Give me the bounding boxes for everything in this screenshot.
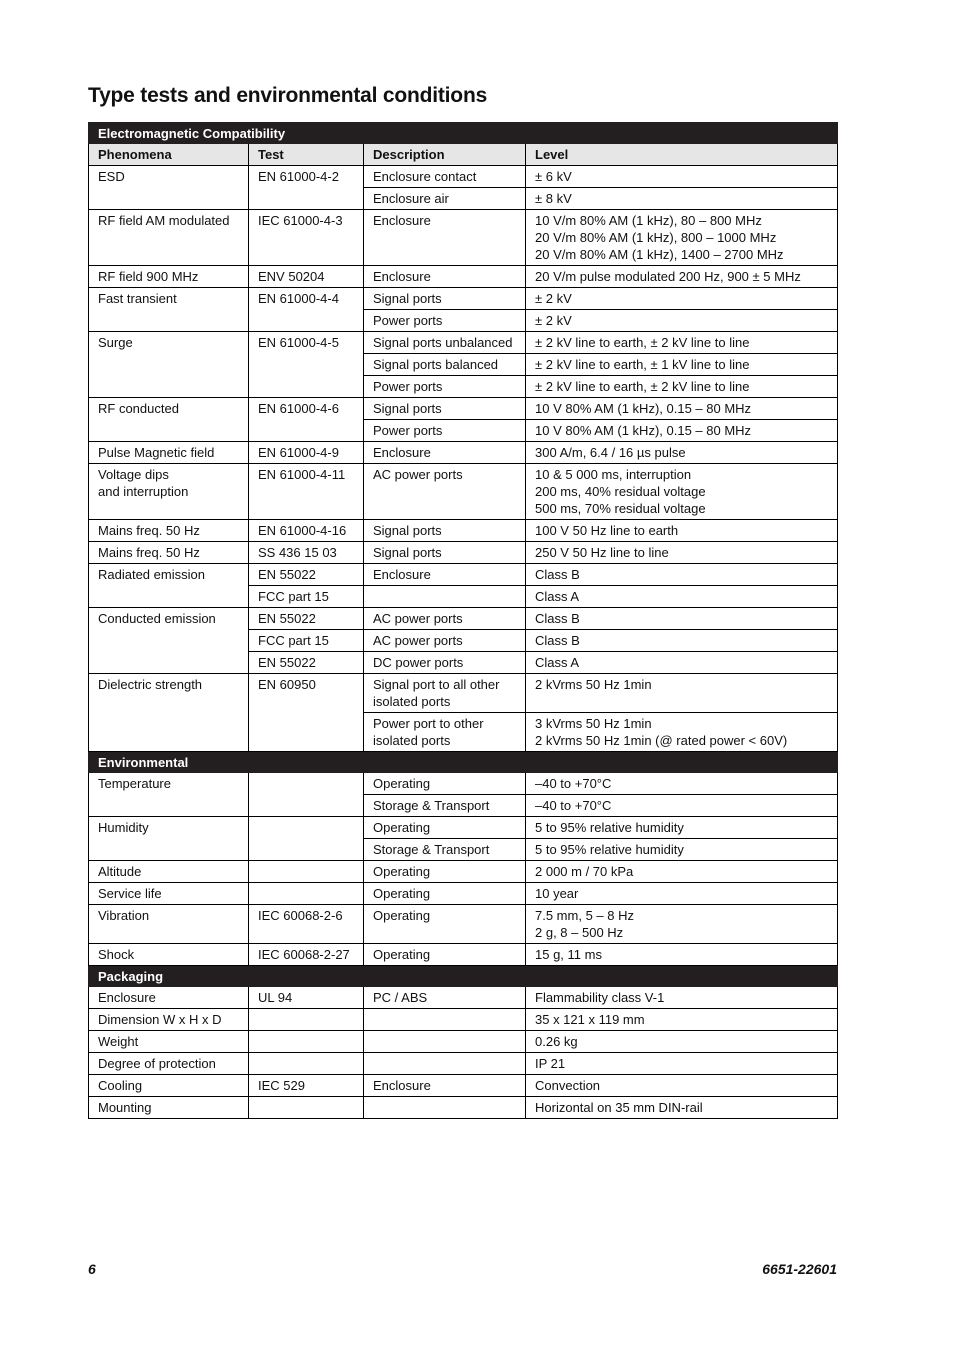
type-tests-table <box>88 122 838 1119</box>
section-title: Environmental <box>89 752 838 773</box>
cell-level: ± 2 kV line to earth, ± 2 kV line to line <box>526 376 838 398</box>
cell-phenomena: Dielectric strength <box>89 674 249 752</box>
cell-level: ± 6 kV <box>526 166 838 188</box>
cell-test: ENV 50204 <box>249 266 364 288</box>
cell-test: EN 61000-4-16 <box>249 520 364 542</box>
cell-phenomena: Fast transient <box>89 288 249 332</box>
cell-level: –40 to +70°C <box>526 795 838 817</box>
cell-level: 2 kVrms 50 Hz 1min <box>526 674 838 713</box>
section-header-row <box>89 966 838 987</box>
cell-test: UL 94 <box>249 987 364 1009</box>
document-number: 6651-22601 <box>762 1261 837 1277</box>
cell-level: 10 V/m 80% AM (1 kHz), 80 – 800 MHz 20 V/m 80% AM (1 kHz), 800 – 1000 MHz 20 V/m 80% AM (1 kHz), 1400 – 2700 MHz <box>526 210 838 266</box>
cell-test: IEC 61000-4-3 <box>249 210 364 266</box>
cell-description: Storage & Transport <box>364 795 526 817</box>
cell-description: PC / ABS <box>364 987 526 1009</box>
table-row <box>89 1031 838 1053</box>
cell-level: 10 year <box>526 883 838 905</box>
cell-description: DC power ports <box>364 652 526 674</box>
cell-description <box>364 586 526 608</box>
cell-phenomena: RF conducted <box>89 398 249 442</box>
cell-description: Operating <box>364 773 526 795</box>
cell-phenomena: Temperature <box>89 773 249 817</box>
cell-test: EN 61000-4-11 <box>249 464 364 520</box>
table-row <box>89 1075 838 1097</box>
cell-description: Enclosure <box>364 564 526 586</box>
cell-description: Operating <box>364 944 526 966</box>
cell-description: Power ports <box>364 310 526 332</box>
cell-phenomena: Shock <box>89 944 249 966</box>
cell-level: Class B <box>526 564 838 586</box>
cell-test <box>249 861 364 883</box>
table-row <box>89 332 838 354</box>
cell-level: 35 x 121 x 119 mm <box>526 1009 838 1031</box>
cell-description: Storage & Transport <box>364 839 526 861</box>
table-row <box>89 564 838 586</box>
cell-test <box>249 883 364 905</box>
cell-phenomena: Degree of protection <box>89 1053 249 1075</box>
cell-level: 100 V 50 Hz line to earth <box>526 520 838 542</box>
table-row <box>89 944 838 966</box>
cell-level: 7.5 mm, 5 – 8 Hz 2 g, 8 – 500 Hz <box>526 905 838 944</box>
cell-description: Power port to other isolated ports <box>364 713 526 752</box>
cell-description: Enclosure <box>364 266 526 288</box>
cell-test: EN 55022 <box>249 608 364 630</box>
cell-level: 5 to 95% relative humidity <box>526 817 838 839</box>
table-row <box>89 266 838 288</box>
cell-description: Signal ports unbalanced <box>364 332 526 354</box>
page-number: 6 <box>88 1261 96 1277</box>
cell-phenomena: Conducted emission <box>89 608 249 674</box>
cell-description: AC power ports <box>364 608 526 630</box>
cell-phenomena: Altitude <box>89 861 249 883</box>
table-row <box>89 464 838 520</box>
cell-description: Operating <box>364 905 526 944</box>
section-title: Electromagnetic Compatibility <box>89 123 838 144</box>
cell-test <box>249 1053 364 1075</box>
cell-test: EN 61000-4-6 <box>249 398 364 442</box>
cell-test <box>249 817 364 861</box>
table-row <box>89 773 838 795</box>
table-row <box>89 288 838 310</box>
cell-level: 15 g, 11 ms <box>526 944 838 966</box>
cell-description <box>364 1031 526 1053</box>
cell-phenomena: Pulse Magnetic field <box>89 442 249 464</box>
cell-test: EN 61000-4-4 <box>249 288 364 332</box>
cell-level: IP 21 <box>526 1053 838 1075</box>
cell-test: EN 55022 <box>249 652 364 674</box>
cell-description: Signal ports <box>364 398 526 420</box>
column-header-test: Test <box>249 144 364 166</box>
cell-level: ± 8 kV <box>526 188 838 210</box>
cell-level: Class A <box>526 652 838 674</box>
cell-level: Convection <box>526 1075 838 1097</box>
cell-test: IEC 529 <box>249 1075 364 1097</box>
cell-level: Class B <box>526 608 838 630</box>
cell-description: Power ports <box>364 376 526 398</box>
cell-test: EN 60950 <box>249 674 364 752</box>
cell-phenomena: Vibration <box>89 905 249 944</box>
cell-phenomena: RF field 900 MHz <box>89 266 249 288</box>
cell-level: 10 & 5 000 ms, interruption 200 ms, 40% residual voltage 500 ms, 70% residual voltage <box>526 464 838 520</box>
table-row <box>89 883 838 905</box>
cell-description: Enclosure <box>364 1075 526 1097</box>
table-row <box>89 817 838 839</box>
cell-description <box>364 1009 526 1031</box>
table-row <box>89 905 838 944</box>
cell-test: FCC part 15 <box>249 630 364 652</box>
cell-description: Enclosure contact <box>364 166 526 188</box>
cell-test: EN 61000-4-5 <box>249 332 364 398</box>
cell-description: Power ports <box>364 420 526 442</box>
cell-level: –40 to +70°C <box>526 773 838 795</box>
cell-test: SS 436 15 03 <box>249 542 364 564</box>
cell-description: Signal ports balanced <box>364 354 526 376</box>
cell-level: ± 2 kV <box>526 310 838 332</box>
cell-phenomena: Surge <box>89 332 249 398</box>
cell-test: EN 55022 <box>249 564 364 586</box>
cell-test: IEC 60068-2-6 <box>249 905 364 944</box>
cell-phenomena: Mains freq. 50 Hz <box>89 542 249 564</box>
cell-test: FCC part 15 <box>249 586 364 608</box>
cell-level: 2 000 m / 70 kPa <box>526 861 838 883</box>
section-title: Packaging <box>89 966 838 987</box>
cell-test: EN 61000-4-9 <box>249 442 364 464</box>
table-row <box>89 398 838 420</box>
cell-description: AC power ports <box>364 630 526 652</box>
table-row <box>89 1053 838 1075</box>
cell-level: 0.26 kg <box>526 1031 838 1053</box>
cell-test <box>249 1031 364 1053</box>
cell-test <box>249 1097 364 1119</box>
cell-level: 250 V 50 Hz line to line <box>526 542 838 564</box>
cell-phenomena: Cooling <box>89 1075 249 1097</box>
table-row <box>89 1097 838 1119</box>
cell-description: Enclosure air <box>364 188 526 210</box>
table-row <box>89 542 838 564</box>
cell-phenomena: Enclosure <box>89 987 249 1009</box>
table-row <box>89 210 838 266</box>
cell-description: Operating <box>364 861 526 883</box>
cell-phenomena: Mounting <box>89 1097 249 1119</box>
cell-test <box>249 1009 364 1031</box>
section-header-row <box>89 752 838 773</box>
cell-level: 10 V 80% AM (1 kHz), 0.15 – 80 MHz <box>526 420 838 442</box>
cell-phenomena: Weight <box>89 1031 249 1053</box>
cell-description: Enclosure <box>364 210 526 266</box>
cell-level: Horizontal on 35 mm DIN-rail <box>526 1097 838 1119</box>
column-header-phenomena: Phenomena <box>89 144 249 166</box>
cell-level: ± 2 kV <box>526 288 838 310</box>
cell-phenomena: Humidity <box>89 817 249 861</box>
cell-phenomena: Voltage dips and interruption <box>89 464 249 520</box>
cell-description: Signal port to all other isolated ports <box>364 674 526 713</box>
cell-level: 10 V 80% AM (1 kHz), 0.15 – 80 MHz <box>526 398 838 420</box>
cell-level: Flammability class V-1 <box>526 987 838 1009</box>
cell-description: AC power ports <box>364 464 526 520</box>
cell-test: EN 61000-4-2 <box>249 166 364 210</box>
cell-description: Signal ports <box>364 520 526 542</box>
cell-level: 5 to 95% relative humidity <box>526 839 838 861</box>
column-header-row <box>89 144 838 166</box>
cell-description: Operating <box>364 883 526 905</box>
table-row <box>89 987 838 1009</box>
cell-test: IEC 60068-2-27 <box>249 944 364 966</box>
cell-level: 20 V/m pulse modulated 200 Hz, 900 ± 5 MHz <box>526 266 838 288</box>
table-row <box>89 608 838 630</box>
cell-phenomena: ESD <box>89 166 249 210</box>
table-row <box>89 520 838 542</box>
cell-phenomena: Dimension W x H x D <box>89 1009 249 1031</box>
table-row <box>89 442 838 464</box>
column-header-level: Level <box>526 144 838 166</box>
cell-level: Class B <box>526 630 838 652</box>
section-header-row <box>89 123 838 144</box>
cell-level: ± 2 kV line to earth, ± 2 kV line to line <box>526 332 838 354</box>
cell-level: ± 2 kV line to earth, ± 1 kV line to line <box>526 354 838 376</box>
cell-description <box>364 1097 526 1119</box>
cell-description: Enclosure <box>364 442 526 464</box>
column-header-description: Description <box>364 144 526 166</box>
cell-level: 300 A/m, 6.4 / 16 µs pulse <box>526 442 838 464</box>
cell-description: Operating <box>364 817 526 839</box>
table-row <box>89 861 838 883</box>
cell-level: 3 kVrms 50 Hz 1min 2 kVrms 50 Hz 1min (@ rated power < 60V) <box>526 713 838 752</box>
cell-phenomena: Radiated emission <box>89 564 249 608</box>
cell-description: Signal ports <box>364 542 526 564</box>
cell-test <box>249 773 364 817</box>
cell-level: Class A <box>526 586 838 608</box>
cell-description <box>364 1053 526 1075</box>
cell-phenomena: RF field AM modulated <box>89 210 249 266</box>
table-row <box>89 674 838 713</box>
table-row <box>89 166 838 188</box>
cell-phenomena: Mains freq. 50 Hz <box>89 520 249 542</box>
table-row <box>89 1009 838 1031</box>
cell-phenomena: Service life <box>89 883 249 905</box>
cell-description: Signal ports <box>364 288 526 310</box>
page-title: Type tests and environmental conditions <box>88 84 488 107</box>
